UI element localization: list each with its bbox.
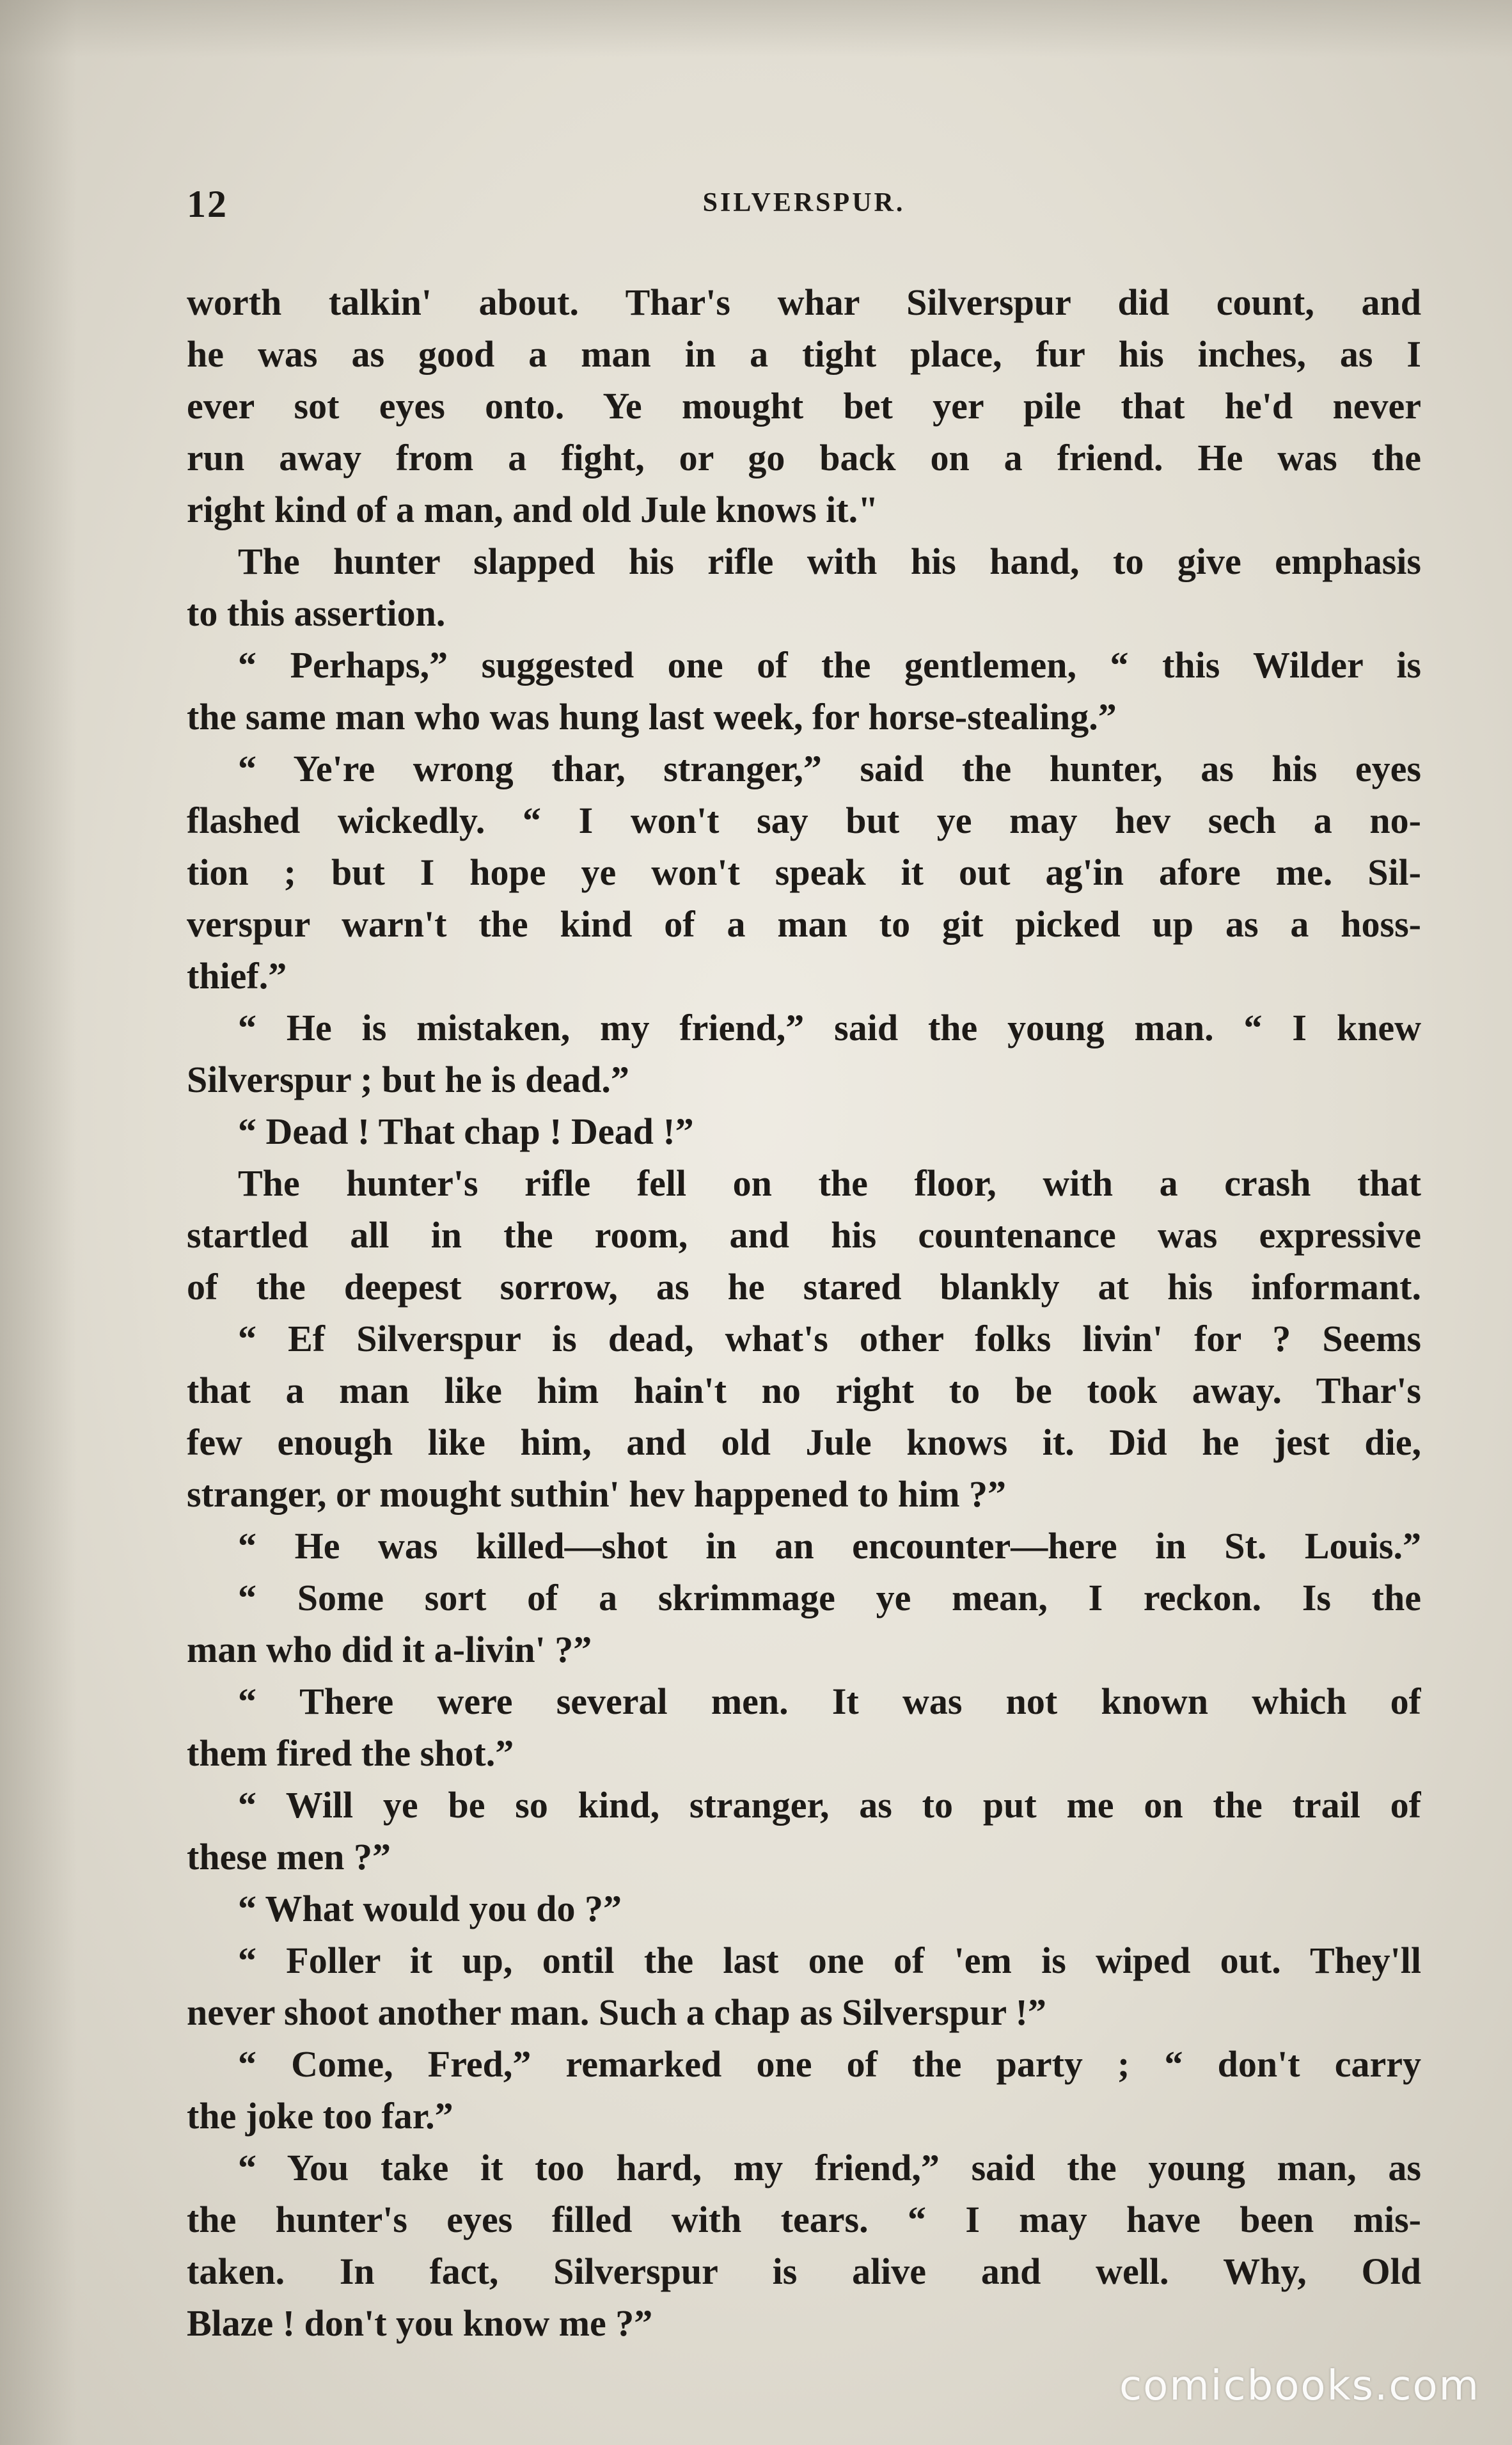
text-line: “ Perhaps,” suggested one of the gentlemen, “ this Wilder is bbox=[238, 644, 1421, 686]
text-line: them fired the shot.” bbox=[187, 1732, 514, 1774]
running-title: SILVERSPUR. bbox=[702, 188, 906, 218]
text-line: taken. In fact, Silverspur is alive and well. Why, Old bbox=[187, 2251, 1421, 2292]
text-line: Blaze ! don't you know me ?” bbox=[187, 2302, 653, 2344]
text-line: The hunter's rifle fell on the floor, with a crash that bbox=[238, 1162, 1421, 1204]
text-line: tion ; but I hope ye won't speak it out ag'in afore me. Sil- bbox=[187, 851, 1421, 893]
text-line: “ He is mistaken, my friend,” said the young man. “ I knew bbox=[238, 1007, 1421, 1048]
text-line: “ Ef Silverspur is dead, what's other folks livin' for ? Seems bbox=[238, 1318, 1421, 1359]
page-shadow-top bbox=[0, 0, 1512, 58]
text-line: “ Foller it up, ontil the last one of 'em is wiped out. They'll bbox=[238, 1940, 1421, 1981]
text-line: flashed wickedly. “ I won't say but ye may hev sech a no- bbox=[187, 800, 1421, 841]
page-shadow-left bbox=[0, 0, 77, 2445]
text-line: to this assertion. bbox=[187, 592, 446, 634]
text-line: thief.” bbox=[187, 955, 287, 997]
body-text bbox=[187, 276, 1421, 2349]
text-line: “ What would you do ?” bbox=[238, 1888, 622, 1929]
text-line: “ You take it too hard, my friend,” said the young man, as bbox=[238, 2147, 1421, 2188]
text-line: “ He was killed—shot in an encounter—here in St. Louis.” bbox=[238, 1525, 1421, 1567]
text-line: The hunter slapped his rifle with his hand, to give emphasis bbox=[238, 541, 1421, 582]
text-line: “ Dead ! That chap ! Dead !” bbox=[238, 1111, 694, 1152]
text-line: of the deepest sorrow, as he stared blankly at his informant. bbox=[187, 1266, 1421, 1308]
text-line: “ Come, Fred,” remarked one of the party ; “ don't carry bbox=[238, 2043, 1421, 2085]
text-line: “ Some sort of a skrimmage ye mean, I reckon. Is the bbox=[238, 1577, 1421, 1618]
text-line: Silverspur ; but he is dead.” bbox=[187, 1059, 629, 1100]
text-line: stranger, or mought suthin' hev happened to him ?” bbox=[187, 1473, 1007, 1515]
text-line: the hunter's eyes filled with tears. “ I may have been mis- bbox=[187, 2199, 1421, 2240]
text-line: startled all in the room, and his countenance was expressive bbox=[187, 1214, 1421, 1256]
text-line: never shoot another man. Such a chap as Silverspur !” bbox=[187, 1991, 1046, 2033]
text-line: man who did it a-livin' ?” bbox=[187, 1629, 592, 1670]
watermark: comicbooks.com bbox=[1119, 2362, 1480, 2410]
text-line: ever sot eyes onto. Ye mought bet yer pile that he'd never bbox=[187, 385, 1421, 427]
page-header bbox=[187, 182, 1421, 233]
text-line: few enough like him, and old Jule knows it. Did he jest die, bbox=[187, 1421, 1421, 1463]
text-line: right kind of a man, and old Jule knows it." bbox=[187, 489, 879, 530]
text-line: “ Ye're wrong thar, stranger,” said the hunter, as his eyes bbox=[238, 748, 1421, 789]
text-line: verspur warn't the kind of a man to git picked up as a hoss- bbox=[187, 903, 1421, 945]
text-line: worth talkin' about. Thar's whar Silverspur did count, and bbox=[187, 281, 1421, 323]
text-line: that a man like him hain't no right to be took away. Thar's bbox=[187, 1370, 1421, 1411]
text-line: “ Will ye be so kind, stranger, as to put me on the trail of bbox=[238, 1784, 1421, 1826]
text-line: the joke too far.” bbox=[187, 2095, 453, 2137]
text-line: “ There were several men. It was not known which of bbox=[238, 1681, 1421, 1722]
page-number: 12 bbox=[187, 183, 228, 225]
text-line: he was as good a man in a tight place, fur his inches, as I bbox=[187, 333, 1421, 375]
text-line: these men ?” bbox=[187, 1836, 391, 1878]
text-line: run away from a fight, or go back on a friend. He was the bbox=[187, 437, 1421, 479]
text-line: the same man who was hung last week, for horse-stealing.” bbox=[187, 696, 1117, 738]
